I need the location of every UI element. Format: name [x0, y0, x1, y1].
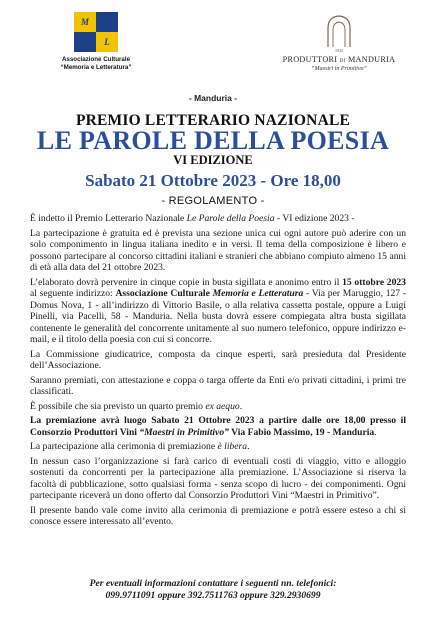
- logo-mark: [50, 12, 142, 32]
- paragraph-costs: In nessun caso l’organizzazione si farà carico di eventuali costi di viaggio, vitto e alloggio sostenuti da concorrenti per la partecipazione alla premiazione. L’Associazione si riserva la facoltà di pubblicazione, sotto qualsiasi forma - senza scopo di lucro - dei componimenti. Ogni partecipante riceverà un dono offerto dal Consorzio Produttori Vini “Maestri in Primitivo”.: [30, 455, 406, 501]
- logo-square-blue: [96, 12, 118, 32]
- arch-icon: [324, 14, 354, 48]
- association-logo: [50, 12, 142, 72]
- logo-letter-m: M: [74, 12, 96, 32]
- paragraph-attendance: La partecipazione alla cerimonia di premiazione è libera.: [30, 441, 250, 452]
- logo-year: 1932: [335, 48, 343, 53]
- logo-square-blue-2: [74, 32, 96, 52]
- rules-heading: - REGOLAMENTO -: [161, 195, 265, 207]
- paragraph-submission: L’elaborato dovrà pervenire in cinque copie in busta sigillata e anonimo entro il 15 ottobre 2023 al seguente indirizzo: Associazione Culturale Memoria e Letteratura - Via per Maruggio, 127 - Domus Nova, 1 - all’indirizzo di Vittorio Basile, o alla relativa cassetta postale, oppure a Luigi Pinelli, via Pacelli, 58 - Manduria. Nella busta dovrà essere compiegata altra busta sigillata contenente le generalità del concorrente unitamente al suo numero telefonico, oppure indirizzo e-mail, e il titolo della poesia con cui si concorre.: [30, 276, 407, 345]
- paragraph-ceremony: La premiazione avrà luogo Sabato 21 Ottobre 2023 a partire dalle ore 18,00 presso il Consorzio Produttori Vini “Maestri in Primitivo” Via Fabio Massimo, 19 - Manduria.: [30, 415, 406, 438]
- paragraph-jury: La Commissione giudicatrice, composta da cinque esperti, sarà presieduta dal Presidente dell’Associazione.: [30, 348, 406, 371]
- award-subtitle: PREMIO LETTERARIO NAZIONALE: [75, 112, 351, 129]
- event-date: Sabato 21 Ottobre 2023 - Ore 18,00: [85, 171, 341, 190]
- association-name: Associazione Culturale “Memoria e Letteratura”: [60, 56, 132, 71]
- paragraph-fourth-prize: È possibile che sia previsto un quarto premio ex aequo.: [30, 400, 243, 412]
- logo-tagline: “Maestri in Primitivo”: [311, 66, 367, 72]
- produttori-logo: [274, 14, 404, 72]
- paragraph-prizes: Saranno premiati, con attestazione e coppa o targa offerte da Enti e/o privati cittadini, i primi tre classificati.: [30, 374, 406, 397]
- award-title: LE PAROLE DELLA POESIA: [36, 126, 390, 155]
- edition-label: VI EDIZIONE: [173, 153, 253, 167]
- contact-intro: Per eventuali informazioni contattare i seguenti nn. telefonici:: [89, 578, 337, 589]
- region-label: - Manduria -: [188, 93, 238, 103]
- paragraph-intro: È indetto il Premio Letterario Nazionale Le Parole della Poesia - VI edizione 2023 -: [30, 213, 355, 224]
- paragraph-invitation: Il presente bando vale come invito alla cerimonia di premiazione e potrà essere esteso a chi si conosce essere interessato all’evento.: [30, 504, 406, 527]
- rules-body: [30, 213, 406, 531]
- paragraph-participation: La partecipazione è gratuita ed è prevista una sezione unica cui ogni autore può aderire con un solo componimento in lingua italiana inedito e in versi. Il tema della composizione è libero e possono partecipare al concorso cittadini italiani e stranieri che abbiano compiuto almeno 15 anni di età alla data del 21 ottobre 2023.: [30, 227, 406, 273]
- logo-name: PRODUTTORI DI MANDURIA: [282, 55, 396, 64]
- logo-letter-l: L: [96, 32, 118, 52]
- contact-phones: 099.9711091 oppure 392.7511763 oppure 329.2930699: [105, 590, 321, 601]
